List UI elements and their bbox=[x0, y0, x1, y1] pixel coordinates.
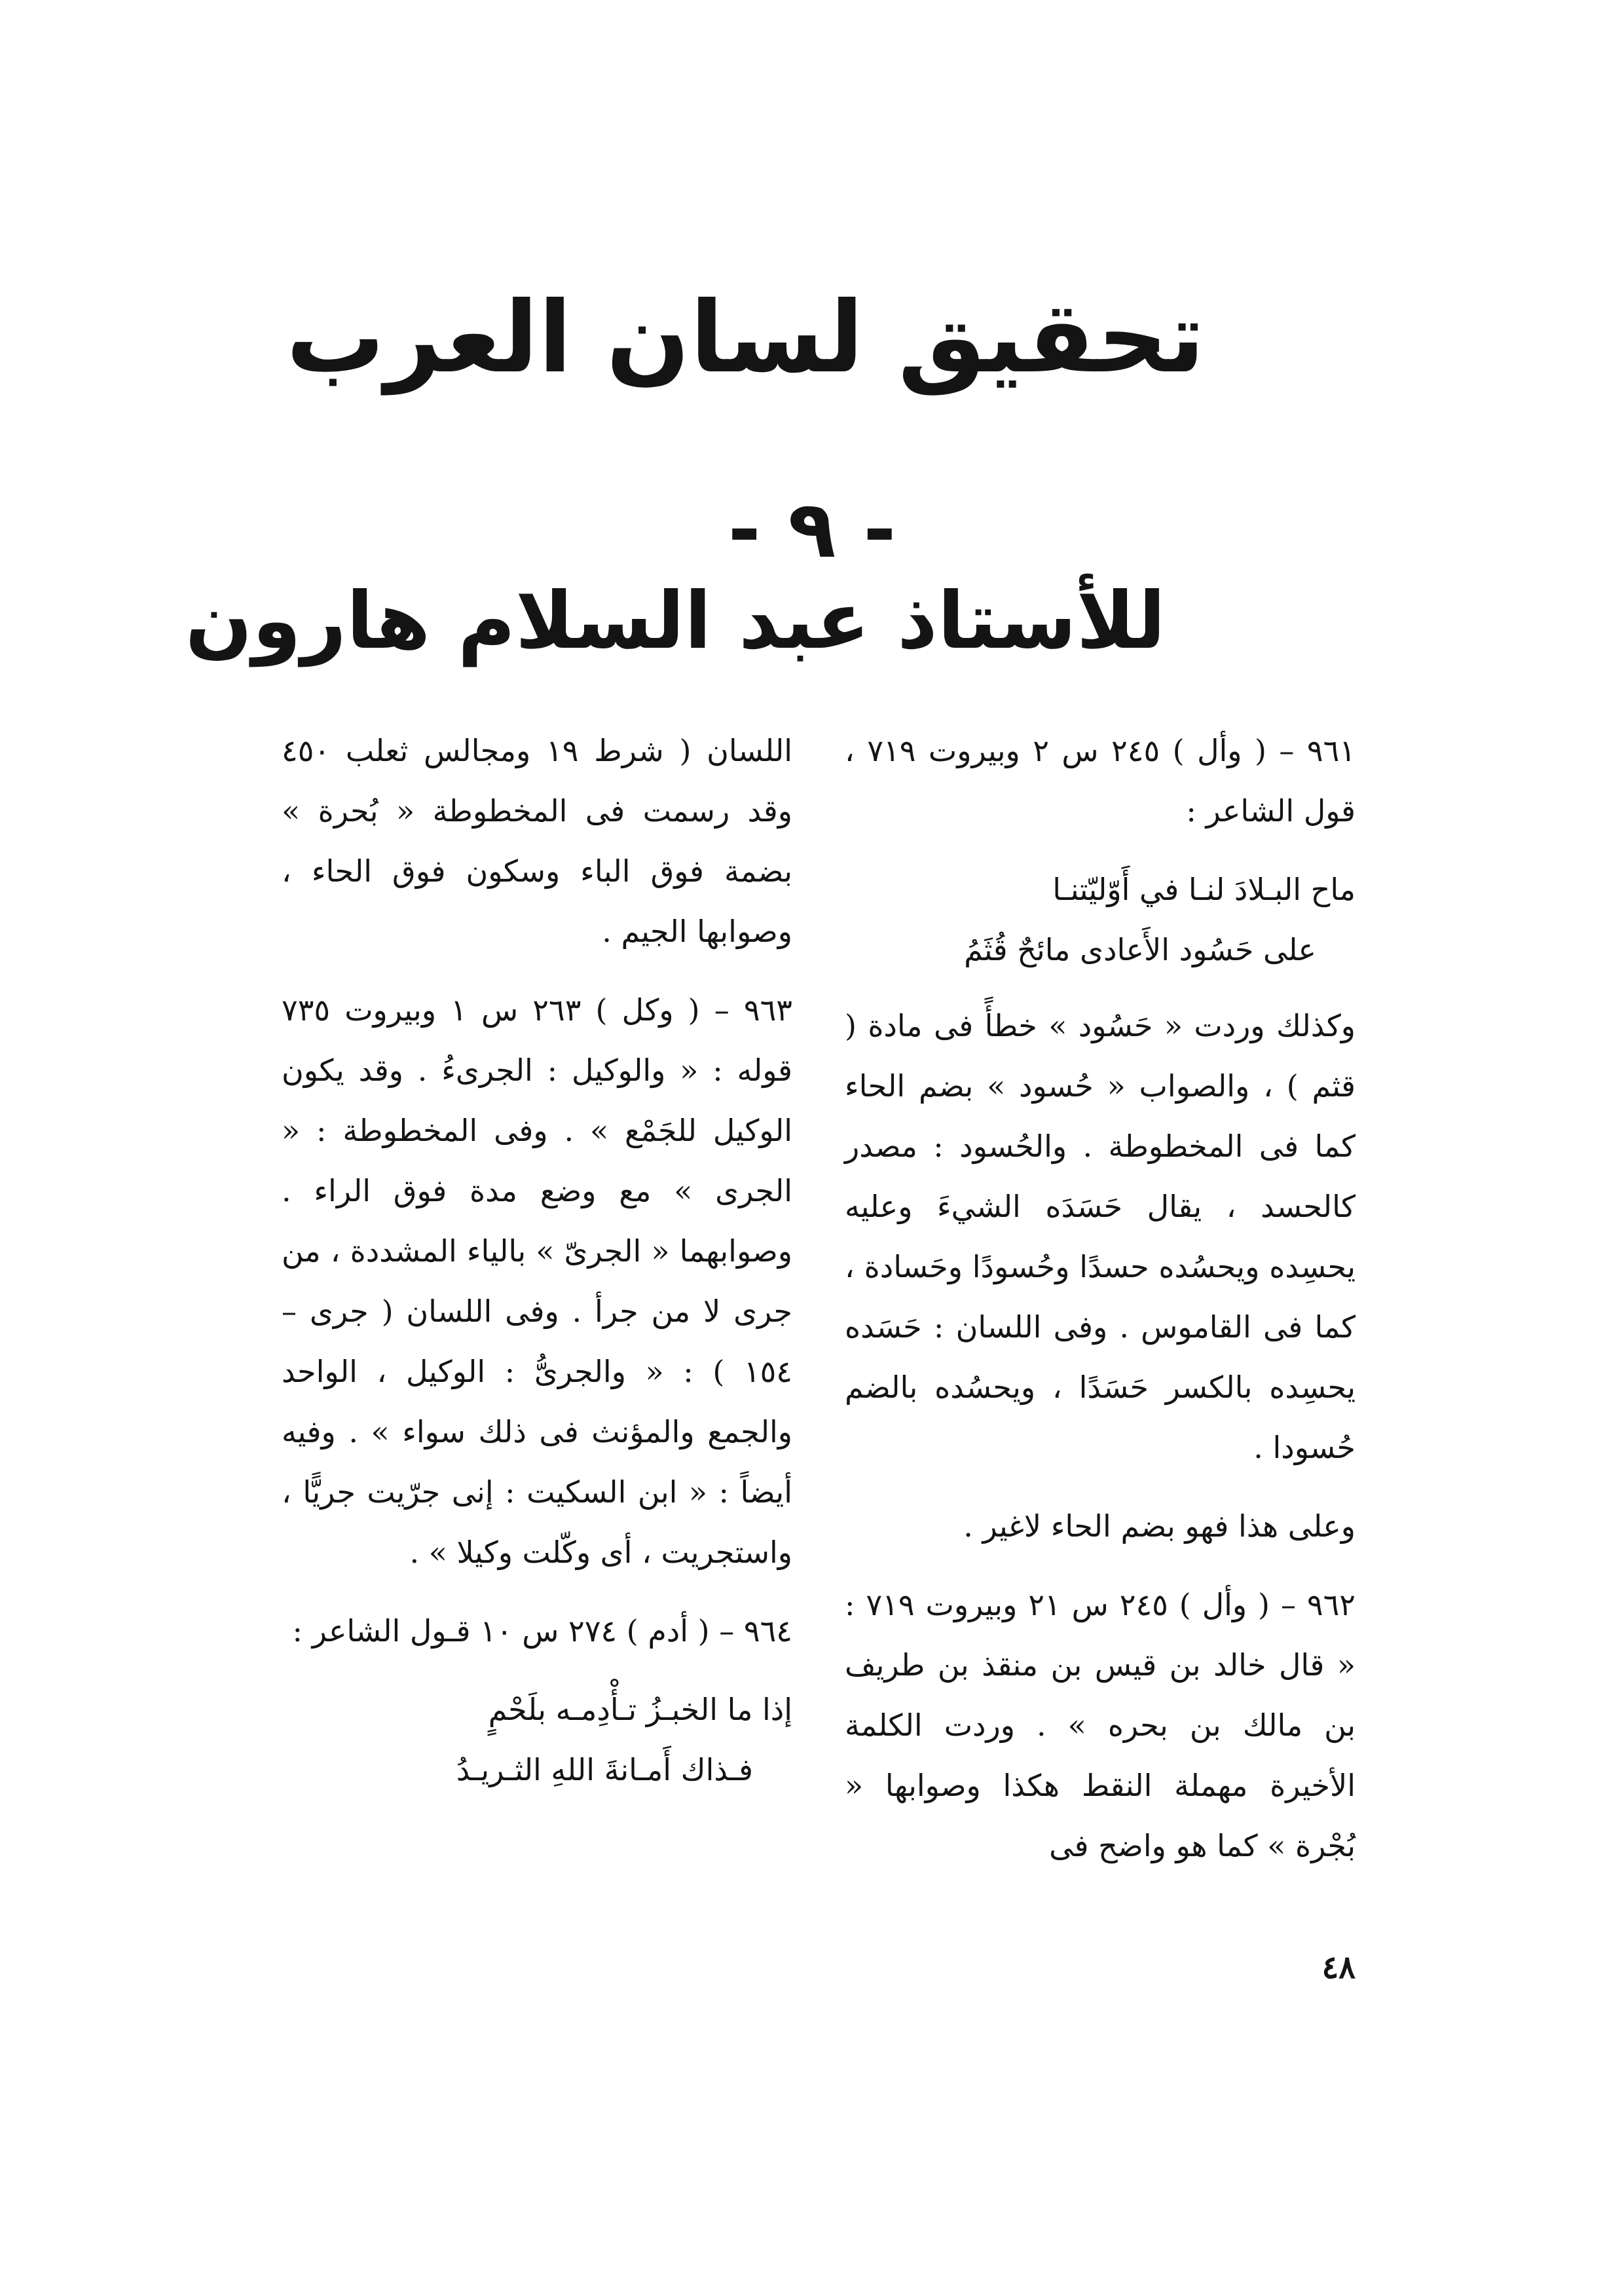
author-byline: للأستاذ عبد السلام هارون bbox=[185, 576, 1166, 667]
right-text-column bbox=[845, 720, 1356, 1894]
left-text-column bbox=[282, 720, 792, 1816]
verse-964-second-hemistich: فـذاك أَمـانةَ اللهِ الثـريـدُ bbox=[456, 1752, 753, 1787]
entry-963-text: ٩٦٣ – ( وكل ) ٢٦٣ س ١ وبيروت ٧٣٥ قوله : « والوكيل : الجرىءُ . وقد يكون الوكيل للجَمْع » . وفى المخطوطة : « الجرى » مع وضع مدة فوق الراء . وصوابهما « الجرىّ » بالياء المشددة ، من جرى لا من جرأ . وفى اللسان ( جرى – ١٥٤ ) : « والجرىُّ : الوكيل ، الواحد والجمع والمؤنث فى ذلك سواء » . وفيه أيضاً : « ابن السكيت : إنى جرّيت جريًّا ، واستجريت ، أى وكّلت وكيلا » . bbox=[282, 992, 792, 1570]
entry-964-heading: ٩٦٤ – ( أدم ) ٢٧٤ س ١٠ قـول الشاعر : bbox=[292, 1613, 792, 1649]
verse-961-second-hemistich: على حَسُود الأَعادى مائحٌ قُثَمُ bbox=[964, 932, 1316, 967]
series-number: - ٩ - bbox=[728, 485, 896, 576]
verse-961-first-hemistich: ماح البـلادَ لنـا في أَوّليّتنـا bbox=[1052, 872, 1356, 907]
verse-964 bbox=[282, 1679, 792, 1800]
page-number: ٤٨ bbox=[1321, 1949, 1356, 1986]
verse-961 bbox=[845, 859, 1356, 980]
verse-964-first-hemistich: إذا ما الخبـزُ تـأْدِمـه بلَحْمٍ bbox=[488, 1692, 792, 1727]
entry-962-continuation: اللسان ( شرط ١٩ ومجالس ثعلب ٤٥٠ وقد رسمت فى المخطوطة « بُحرة » بضمة فوق الباء وسكون فوق الحاء ، وصوابها الجيم . bbox=[282, 733, 793, 949]
entry-961-conclusion: وعلى هذا فهو بضم الحاء لاغير . bbox=[963, 1508, 1356, 1544]
entry-961-heading: ٩٦١ – ( وأل ) ٢٤٥ س ٢ وبيروت ٧١٩ ، قول الشاعر : bbox=[845, 733, 1356, 829]
entry-962-text: ٩٦٢ – ( وأل ) ٢٤٥ س ٢١ وبيروت ٧١٩ : « قال خالد بن قيس بن منقذ بن طريف بن مالك بن بحره » . وردت الكلمة الأخيرة مهملة النقط هكذا وصوابها « بُجْرة » كما هو واضح فى bbox=[845, 1587, 1356, 1863]
article-title: تحقيق لسان العرب bbox=[286, 281, 1205, 395]
entry-961-commentary: وكذلك وردت « حَسُود » خطأً فى مادة ( قثم ) ، والصواب « حُسود » بضم الحاء كما فى المخطوطة . والحُسود : مصدر كالحسد ، يقال حَسَدَه الشيءَ وعليه يحسِده ويحسُده حسدًا وحُسودًا وحَسادة ، كما فى القاموس . وفى اللسان : حَسَده يحسِده بالكسر حَسَدًا ، ويحسُده بالضم حُسودا . bbox=[845, 1008, 1356, 1465]
